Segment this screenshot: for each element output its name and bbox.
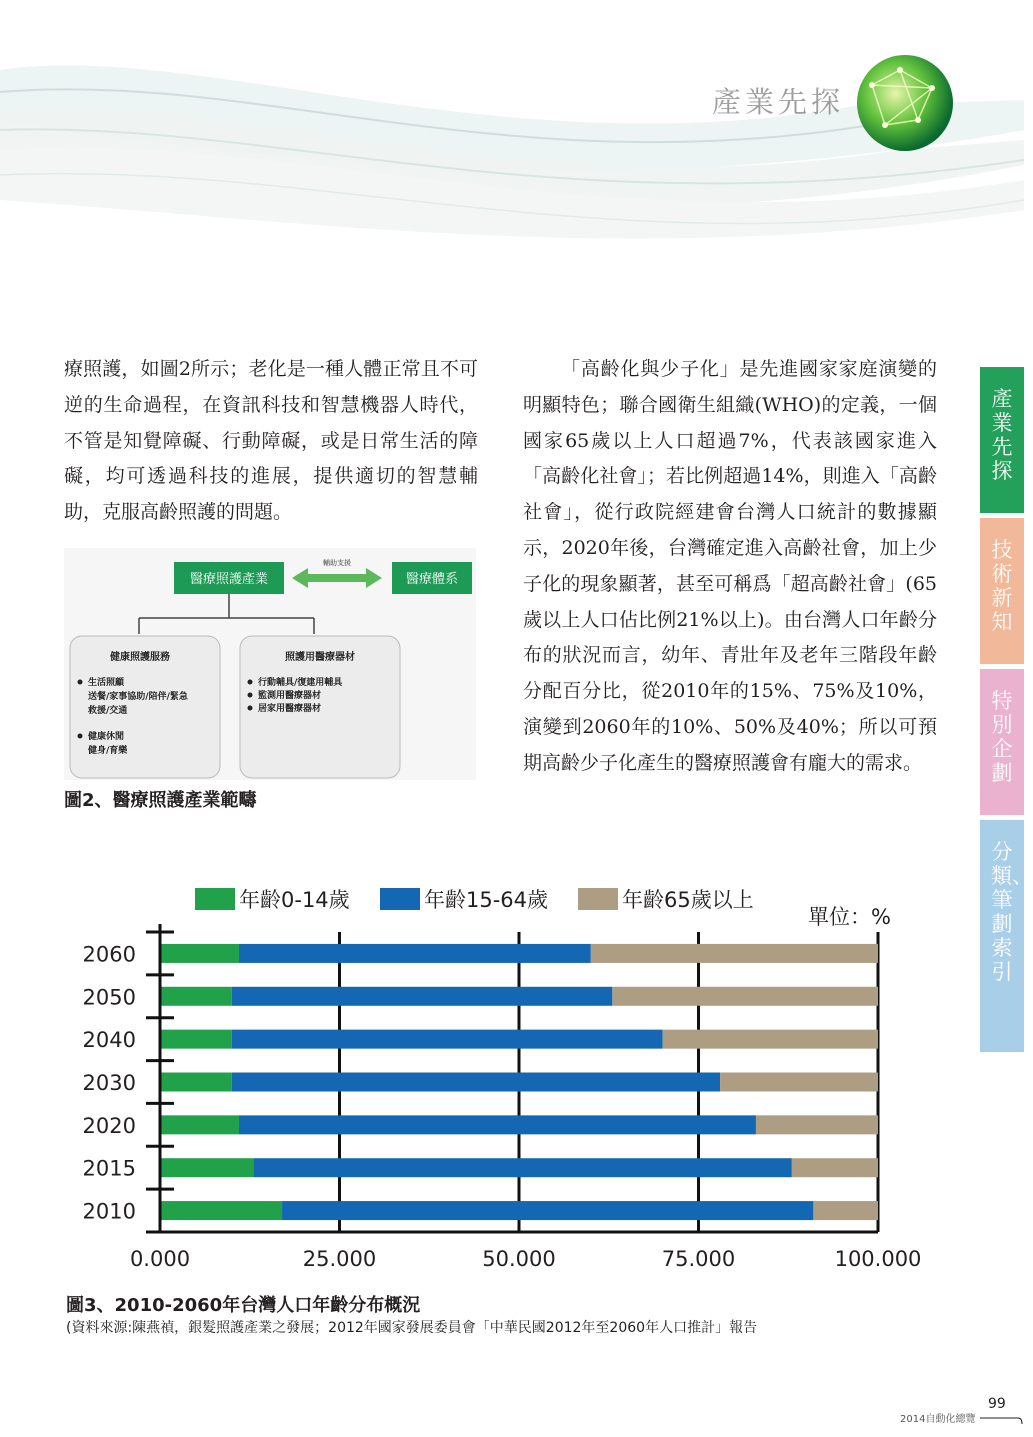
y-tick-label-2050: 2050 bbox=[82, 985, 136, 1010]
side-tab-tech-label: 技術新知 bbox=[991, 538, 1013, 634]
bar-2010-series-1 bbox=[282, 1201, 813, 1220]
bar-2060-series-0 bbox=[160, 944, 239, 963]
y-tick-label-2020: 2020 bbox=[82, 1113, 136, 1138]
bar-2050-series-2 bbox=[612, 987, 878, 1006]
page-number: 99 bbox=[988, 1396, 1006, 1412]
bar-2020-series-0 bbox=[160, 1115, 239, 1134]
bar-2015-series-1 bbox=[253, 1158, 792, 1177]
legend-swatch-2 bbox=[578, 888, 618, 910]
x-tick-label-1: 25.000 bbox=[302, 1247, 377, 1271]
legend-label-1: 年齡15-64歲 bbox=[424, 888, 549, 912]
chart-unit-label: 單位：% bbox=[808, 905, 891, 929]
figure2-diagram bbox=[64, 548, 476, 780]
side-tab-special[interactable] bbox=[980, 669, 1024, 815]
bar-2030-series-2 bbox=[720, 1073, 878, 1092]
y-tick-label-2040: 2040 bbox=[82, 1028, 136, 1053]
bar-2060-series-2 bbox=[591, 944, 878, 963]
side-tab-special-label: 特別企劃 bbox=[991, 689, 1013, 785]
figure3-chart bbox=[60, 870, 940, 1280]
y-tick-label-2015: 2015 bbox=[82, 1156, 136, 1181]
side-tab-tech[interactable] bbox=[980, 518, 1024, 664]
bar-2050-series-0 bbox=[160, 987, 232, 1006]
fig2-left-item-5: 健身/育樂 bbox=[88, 746, 128, 756]
fig2-left-item-1: 生活照顧 bbox=[88, 678, 125, 688]
header-swoosh-graphic bbox=[0, 0, 1024, 300]
right-paragraph: 「高齡化與少子化」是先進國家家庭演變的明顯特色；聯合國衛生組織(WHO)的定義，一個國家65歲以上人口超過7%，代表該國家進入「高齡化社會」；若比例超過14%，則進入「高齡社會」，從行政院經建會台灣人口統計的數據顯示，2020年後，台灣確定進入高齡社會，加上少子化的現象顯著，甚至可稱爲「超高齡社會」(65歲以上人口佔比例21%以上)。由台灣人口年齡分布的狀況而言，幼年、青壯年及老年三階段年齡分配百分比，從2010年的15%、75%及10%，演變到2060年的10%、50%及40%；所以可預期高齡少子化產生的醫療照護會有龐大的需求。 bbox=[523, 358, 937, 774]
section-title: 產業先探 bbox=[712, 85, 845, 119]
fig2-left-item-3: 救援/交通 bbox=[88, 706, 128, 716]
fig2-arrow-label: 輔助支援 bbox=[323, 559, 351, 567]
bar-2060-series-1 bbox=[239, 944, 591, 963]
x-tick-label-4: 100.000 bbox=[834, 1247, 922, 1271]
bar-2040-series-1 bbox=[232, 1030, 663, 1049]
footer-publication: 2014自動化總覽 bbox=[900, 1414, 976, 1425]
bar-2010-series-2 bbox=[813, 1201, 878, 1220]
x-tick-label-3: 75.000 bbox=[661, 1247, 736, 1271]
bar-2015-series-0 bbox=[160, 1158, 253, 1177]
bar-2050-series-1 bbox=[232, 987, 613, 1006]
fig2-left-item-4: 健康休閒 bbox=[88, 732, 125, 742]
y-tick-label-2010: 2010 bbox=[82, 1199, 136, 1224]
left-paragraph: 療照護，如圖2所示；老化是一種人體正常且不可逆的生命過程，在資訊科技和智慧機器人時代，不管是知覺障礙、行動障礙，或是日常生活的障礙，均可透過科技的進展，提供適切的智慧輔助，克服高齡照護的問題。 bbox=[64, 358, 478, 524]
fig2-left-item-2: 送餐/家事協助/陪伴/緊急 bbox=[88, 692, 188, 702]
fig2-right-item-1: 行動輔具/復建用輔具 bbox=[258, 678, 343, 688]
figure3-caption: 圖3、2010-2060年台灣人口年齡分布概況 bbox=[66, 1295, 421, 1316]
fig2-right-item-3: 居家用醫療器材 bbox=[258, 704, 322, 714]
figure3-source: (資料來源:陳燕禎，銀髮照護產業之發展；2012年國家發展委員會「中華民國2012年至2060年人口推計」報告 bbox=[66, 1320, 758, 1336]
legend-label-0: 年齡0-14歲 bbox=[239, 888, 350, 912]
y-tick-label-2060: 2060 bbox=[82, 942, 136, 967]
side-tab-industry-label: 產業先探 bbox=[991, 387, 1013, 483]
chart-x-ticks bbox=[130, 1247, 921, 1271]
side-tab-industry[interactable] bbox=[980, 367, 1024, 513]
x-tick-label-2: 50.000 bbox=[482, 1247, 556, 1271]
x-tick-label-0: 0.000 bbox=[129, 1247, 191, 1271]
bar-2020-series-2 bbox=[756, 1115, 878, 1134]
left-column bbox=[64, 352, 478, 531]
bar-2015-series-2 bbox=[792, 1158, 878, 1177]
legend-swatch-1 bbox=[380, 888, 420, 910]
right-column bbox=[523, 352, 937, 782]
bar-2030-series-0 bbox=[160, 1073, 232, 1092]
chart-y-axis bbox=[83, 924, 174, 1232]
legend-label-2: 年齡65歲以上 bbox=[622, 888, 754, 912]
bar-2030-series-1 bbox=[232, 1073, 720, 1092]
y-tick-label-2030: 2030 bbox=[82, 1071, 136, 1095]
fig2-right-item-2: 監測用醫療器材 bbox=[258, 691, 322, 701]
side-tab-index-label: 分類、筆劃索引 bbox=[991, 840, 1033, 984]
fig2-box-medical-label: 醫療體系 bbox=[405, 572, 459, 587]
globe-icon bbox=[857, 55, 953, 151]
bar-2010-series-0 bbox=[160, 1201, 282, 1220]
chart-legend bbox=[195, 888, 754, 912]
figure2-caption: 圖2、醫療照護產業範疇 bbox=[64, 790, 257, 811]
fig2-left-box-title: 健康照護服務 bbox=[110, 652, 170, 663]
bar-2040-series-2 bbox=[663, 1030, 878, 1049]
fig2-right-box-title: 照護用醫療器材 bbox=[285, 652, 355, 663]
legend-swatch-0 bbox=[195, 888, 235, 910]
fig2-box-industry-label: 醫療照護產業 bbox=[189, 572, 269, 587]
bar-2040-series-0 bbox=[160, 1030, 232, 1049]
bar-2020-series-1 bbox=[239, 1115, 756, 1134]
side-tab-index[interactable] bbox=[980, 820, 1033, 1052]
